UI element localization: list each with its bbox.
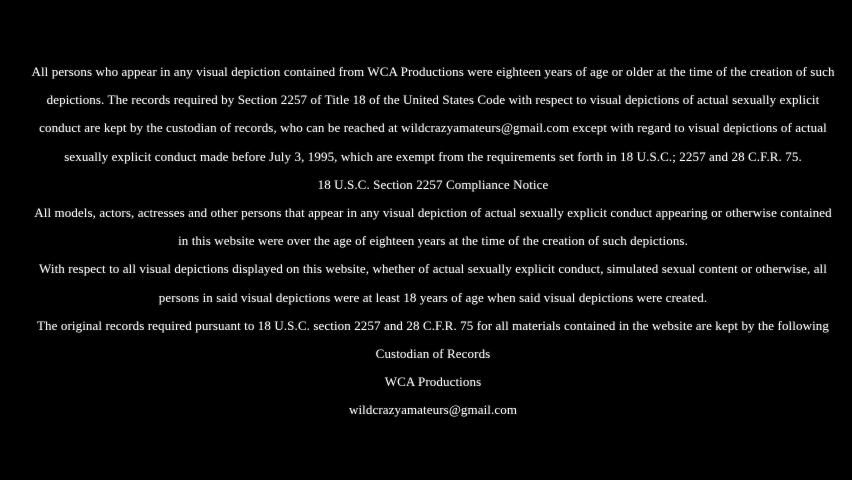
notice-line: All models, actors, actresses and other persons that appear in any visual depiction of actual sexually explicit conduct appearing or otherwise contained	[34, 204, 832, 220]
producer-name: WCA Productions	[384, 374, 482, 390]
notice-line: The original records required pursuant to 18 U.S.C. section 2257 and 28 C.F.R. 75 for all materials contained in the website are kept by the following	[37, 317, 829, 333]
compliance-notice	[31, 58, 834, 424]
notice-line: persons in said visual depictions were at least 18 years of age when said visual depictions were created.	[158, 289, 708, 305]
notice-line: All persons who appear in any visual depiction contained from WCA Productions were eighteen years of age or older at the time of the creation of such	[31, 64, 835, 79]
contact-email: wildcrazyamateurs@gmail.com	[348, 402, 518, 418]
custodian-heading: Custodian of Records	[375, 345, 491, 361]
notice-title: 18 U.S.C. Section 2257 Compliance Notice	[317, 176, 549, 192]
notice-line: sexually explicit conduct made before July 3, 1995, which are exempt from the requirements set forth in 18 U.S.C.; 2257 and 28 C.F.R. 75.	[64, 148, 802, 164]
notice-line: depictions. The records required by Section 2257 of Title 18 of the United States Code with respect to visual depictions of actual sexually explicit	[46, 92, 820, 108]
notice-line: conduct are kept by the custodian of records, who can be reached at wildcrazyamateurs@gmail.com except with regard to visual depictions of actual	[39, 120, 827, 136]
notice-line: in this website were over the age of eighteen years at the time of the creation of such depictions.	[178, 233, 688, 249]
notice-line: With respect to all visual depictions displayed on this website, whether of actual sexually explicit conduct, simulated sexual content or otherwise, all	[39, 261, 827, 277]
